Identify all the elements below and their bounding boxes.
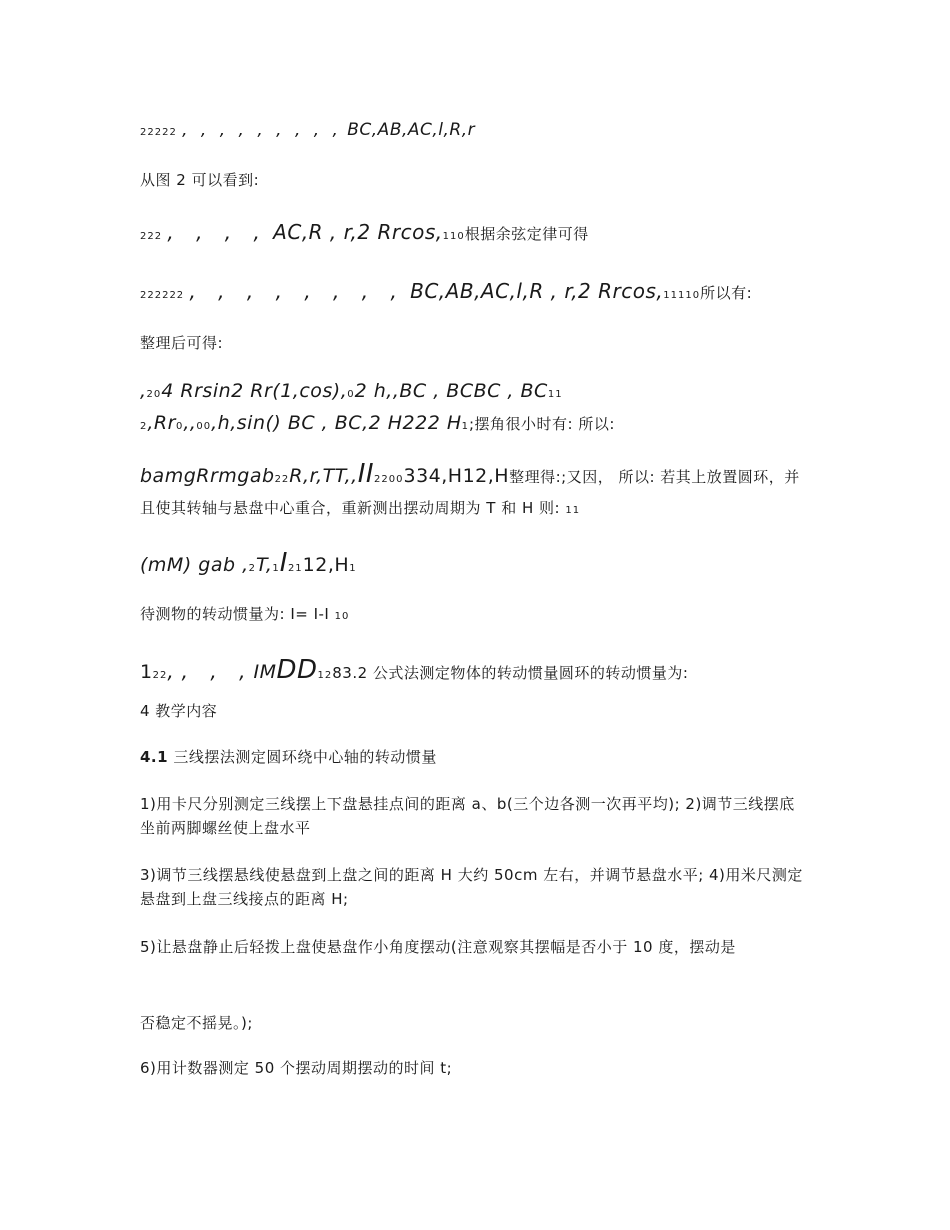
text: ;摆角很小时有: 所以: <box>469 415 615 433</box>
expression: BC,AB,AC,l,R,r <box>347 120 476 140</box>
expression: 2 h,,BC , BCBC , BC <box>354 380 548 402</box>
subscript: 00 <box>196 421 212 432</box>
commas: , , , , , , , , , <box>182 120 342 140</box>
subsection-title: 三线摆法测定圆环绕中心轴的转动惯量 <box>173 748 437 766</box>
subscript: 22222 <box>140 127 177 138</box>
paragraph-step-3-4: 3)调节三线摆悬线使悬盘到上盘之间的距离 H 大约 50cm 左右，并调节悬盘水平; 4)用米尺测定悬盘到上盘三线接点的距离 H; <box>140 866 803 908</box>
expression: IM <box>253 661 277 683</box>
subscript: 21 <box>287 563 303 574</box>
expression: (mM) gab , <box>140 554 249 576</box>
text: 根据余弦定律可得 <box>464 225 589 243</box>
subscript: 1 <box>272 563 280 574</box>
expression: ,Rr <box>147 412 176 434</box>
text: 83.2 公式法测定物体的转动惯量圆环的转动惯量为: <box>332 664 689 682</box>
expression: 1 <box>140 661 153 683</box>
equation-line-1 <box>140 120 475 140</box>
equation-line-4 <box>140 279 752 303</box>
subscript: 0 <box>347 389 355 400</box>
expression: T, <box>255 554 273 576</box>
equation-line-3 <box>140 220 589 244</box>
subscript: 11 <box>547 389 563 400</box>
subscript: 11 <box>565 505 581 516</box>
text-line-10 <box>140 603 349 624</box>
text: 整理得:;又因， 所以: 若其上放置圆环，并且使其转轴与悬盘中心重合，重新测出摆动周期为 T 和 H 则: <box>140 468 800 517</box>
expression: 4 Rrsin2 Rr(1,cos), <box>161 380 348 402</box>
paragraph-step-6: 6)用计数器测定 50 个摆动周期摆动的时间 t; <box>140 1059 453 1077</box>
paragraph-step-5-cont: 否稳定不摇晃。); <box>140 1014 253 1032</box>
subscript: 10 <box>334 611 350 622</box>
large-symbol: I <box>279 548 288 578</box>
text-line-5: 整理后可得: <box>140 334 224 352</box>
paragraph-step-1-2: 1)用卡尺分别测定三线摆上下盘悬挂点间的距离 a、b(三个边各测一次再平均); 2)调节三线摆底坐前两脚螺丝使上盘水平 <box>140 795 795 837</box>
expression: ,h,sin() BC , BC,2 H222 H <box>211 412 462 434</box>
large-symbol: DD <box>276 655 318 685</box>
expression: bamgRrmgab <box>140 465 275 487</box>
subscript: 222222 <box>140 290 185 301</box>
subscript: 2 <box>140 421 148 432</box>
subscript: 2 <box>248 563 256 574</box>
subscript: 222 <box>140 231 163 242</box>
expression: AC,R , r,2 Rrcos, <box>273 220 443 244</box>
subscript: 20 <box>146 389 162 400</box>
equation-line-7 <box>140 412 615 434</box>
commas: , , , , <box>167 220 268 244</box>
expression: , <box>140 380 147 402</box>
commas: ,, , , <box>167 659 254 683</box>
paragraph-step-5: 5)让悬盘静止后轻拨上盘使悬盘作小角度摆动(注意观察其摆幅是否小于 10 度，摆动是 <box>140 938 736 956</box>
expression: ,, <box>183 412 197 434</box>
subsection-heading <box>140 746 437 767</box>
expression: 12,H <box>302 554 350 576</box>
expression: R,r,TT,, <box>289 465 358 487</box>
text: 待测物的转动惯量为: I= I-I <box>140 605 330 623</box>
equation-line-9 <box>140 548 357 578</box>
commas: , , , , , , , , <box>189 279 405 303</box>
equation-line-8 <box>140 460 805 525</box>
equation-line-6 <box>140 380 563 402</box>
subscript: 22 <box>152 670 168 681</box>
subscript: 110 <box>442 231 465 242</box>
expression: BC,AB,AC,l,R , r,2 Rrcos, <box>410 279 664 303</box>
subscript: 22 <box>274 474 290 485</box>
subscript: 0 <box>175 421 184 432</box>
subscript: 12 <box>317 670 333 681</box>
subscript: 1 <box>349 563 357 574</box>
text-line-2: 从图 2 可以看到: <box>140 171 260 189</box>
subsection-number: 4.1 <box>140 748 169 766</box>
subscript: 1 <box>461 421 469 432</box>
subscript: 11110 <box>663 290 701 301</box>
equation-line-11 <box>140 655 689 685</box>
section-heading: 4 教学内容 <box>140 702 218 720</box>
subscript: 2200 <box>374 474 404 485</box>
expression: 334,H12,H <box>403 465 510 487</box>
text: 所以有: <box>700 284 753 302</box>
large-symbol: II <box>357 459 375 489</box>
